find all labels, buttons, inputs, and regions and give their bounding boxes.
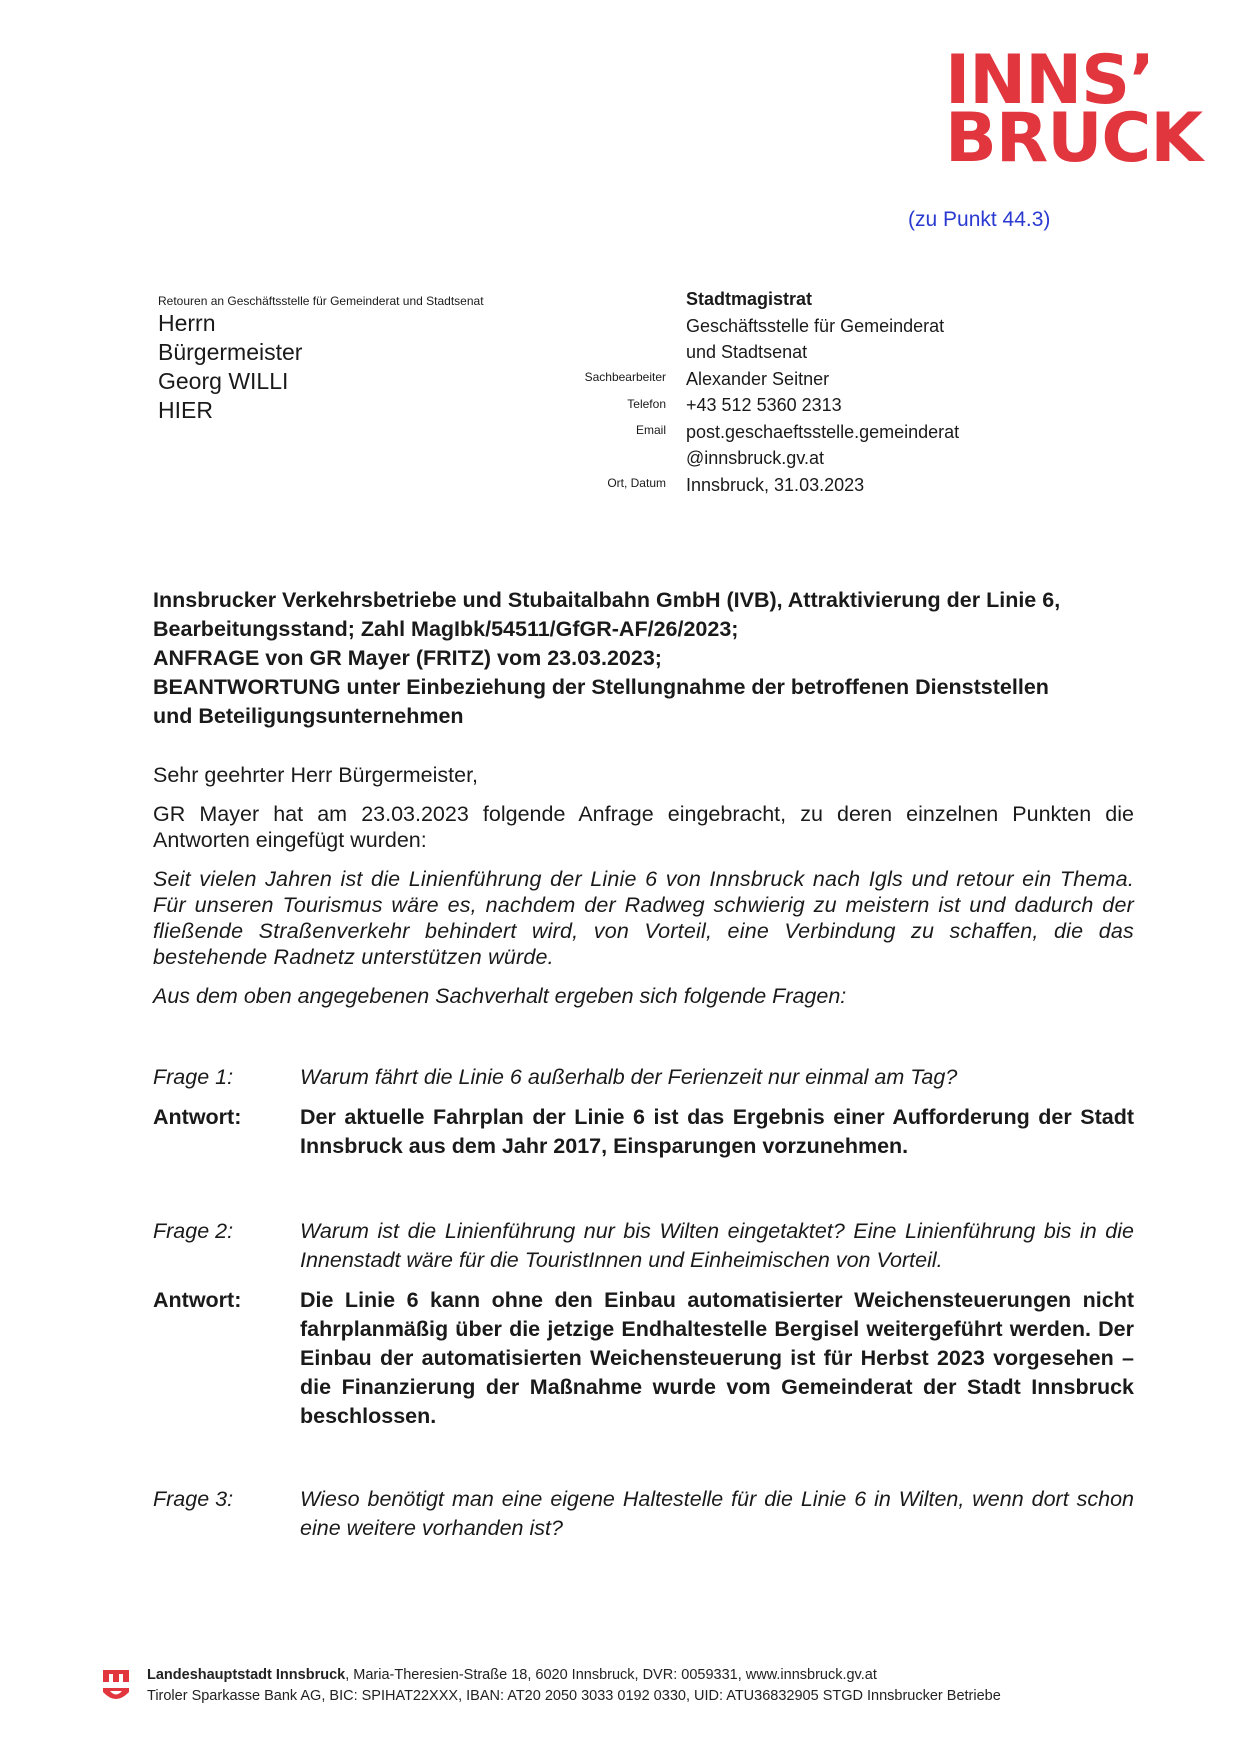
city-coat-of-arms-icon [100, 1668, 132, 1711]
sender-dept: Geschäftsstelle für Gemeinderat [686, 315, 945, 336]
clerk-label: Sachbearbeiter [584, 370, 666, 384]
recipient-line: Bürgermeister [158, 339, 303, 365]
footer-line-1 [147, 1665, 1001, 1686]
footer [147, 1665, 1001, 1707]
recipient-address [158, 309, 302, 425]
subject-line: ANFRAGE von GR Mayer (FRITZ) vom 23.03.2023; [153, 646, 662, 670]
innsbruck-logo [945, 41, 1203, 178]
recipient-line: Herrn [158, 310, 216, 336]
return-note: Retouren an Geschäftsstelle für Gemeinderat und Stadtsenat [158, 294, 484, 308]
sender-place-date: Innsbruck, 31.03.2023 [686, 474, 865, 495]
subject-line: Bearbeitungsstand; Zahl MagIbk/54511/GfGR-AF/26/2023; [153, 617, 739, 641]
answer-label: Antwort: [153, 1288, 242, 1312]
email-label: Email [635, 423, 666, 437]
sender-phone: +43 512 5360 2313 [686, 395, 842, 415]
sender-clerk: Alexander Seitner [686, 368, 830, 389]
phone-label: Telefon [627, 397, 666, 411]
question-label: Frage 3: [153, 1487, 234, 1511]
question-label: Frage 2: [153, 1219, 234, 1243]
salutation: Sehr geehrter Herr Bürgermeister, [153, 763, 479, 787]
place-date-label: Ort, Datum [607, 476, 666, 490]
answer-text: Der aktuelle Fahrplan der Linie 6 ist das Ergebnis einer Aufforderung der Stadt Innsbruck aus dem Jahr 2017, Einsparungen vorzunehmen. [300, 1105, 1134, 1158]
logo-line-2: BRUCK [945, 99, 1203, 178]
question-label: Frage 1: [153, 1065, 234, 1089]
subject [153, 586, 1143, 731]
context-paragraph: Seit vielen Jahren ist die Linienführung der Linie 6 von Innsbruck nach Igls und retour ein Thema. Für unseren Tourismus wäre es, nachdem der Radweg schwierig zu meistern ist und dadurch der fließende Straßenverkehr behindert wird, von Vorteil, eine Verbindung zu schaffen, die das bestehende Radnetz unterstützen würde. [153, 867, 1134, 969]
sender-dept: und Stadtsenat [686, 342, 808, 362]
sender-email[interactable]: @innsbruck.gv.at [686, 448, 824, 468]
question-text: Wieso benötigt man eine eigene Haltestelle für die Linie 6 in Wilten, wenn dort schon eine weitere vorhanden ist? [300, 1487, 1134, 1540]
footer-line-2: Tiroler Sparkasse Bank AG, BIC: SPIHAT22XXX, IBAN: AT20 2050 3033 0192 0330, UID: ATU36832905 STGD Innsbrucker Betriebe [147, 1688, 1001, 1704]
questions-intro: Aus dem oben angegebenen Sachverhalt ergeben sich folgende Fragen: [153, 984, 847, 1008]
subject-line: und Beteiligungsunternehmen [153, 704, 464, 728]
recipient-line: Georg WILLI [158, 368, 289, 394]
question-text: Warum ist die Linienführung nur bis Wilten eingetaktet? Eine Linienführung bis in die Innenstadt wäre für die TouristInnen und Einheimischen von Vorteil. [300, 1219, 1134, 1272]
subject-line: Innsbrucker Verkehrsbetriebe und Stubaitalbahn GmbH (IVB), Attraktivierung der Linie 6, [153, 588, 1061, 612]
recipient-line: HIER [158, 397, 213, 423]
question-text: Warum fährt die Linie 6 außerhalb der Ferienzeit nur einmal am Tag? [300, 1065, 958, 1089]
subject-line: BEANTWORTUNG unter Einbeziehung der Stellungnahme der betroffenen Dienststellen [153, 675, 1049, 699]
answer-text: Die Linie 6 kann ohne den Einbau automatisierter Weichensteuerungen nicht fahrplanmäßig über die jetzige Endhaltestelle Bergisel weitergeführt werden. Der Einbau der automatisierten Weichensteuerung ist für Herbst 2023 vorgesehen – die Finanzierung der Maßnahme wurde vom Gemeinderat der Stadt Innsbruck beschlossen. [300, 1288, 1134, 1428]
sender-org: Stadtmagistrat [686, 289, 813, 309]
footer-org: Landeshauptstadt Innsbruck [147, 1667, 346, 1683]
footer-address: , Maria-Theresien-Straße 18, 6020 Innsbruck, DVR: 0059331, www.innsbruck.gv.at [345, 1667, 877, 1683]
agenda-reference: (zu Punkt 44.3) [908, 208, 1051, 231]
sender-block [686, 286, 959, 498]
intro-paragraph: GR Mayer hat am 23.03.2023 folgende Anfrage eingebracht, zu deren einzelnen Punkten die Antworten eingefügt wurden: [153, 802, 1134, 852]
logo-line-1: INNS’ [945, 41, 1154, 120]
answer-label: Antwort: [153, 1105, 242, 1129]
sender-email[interactable]: post.geschaeftsstelle.gemeinderat [686, 421, 960, 442]
